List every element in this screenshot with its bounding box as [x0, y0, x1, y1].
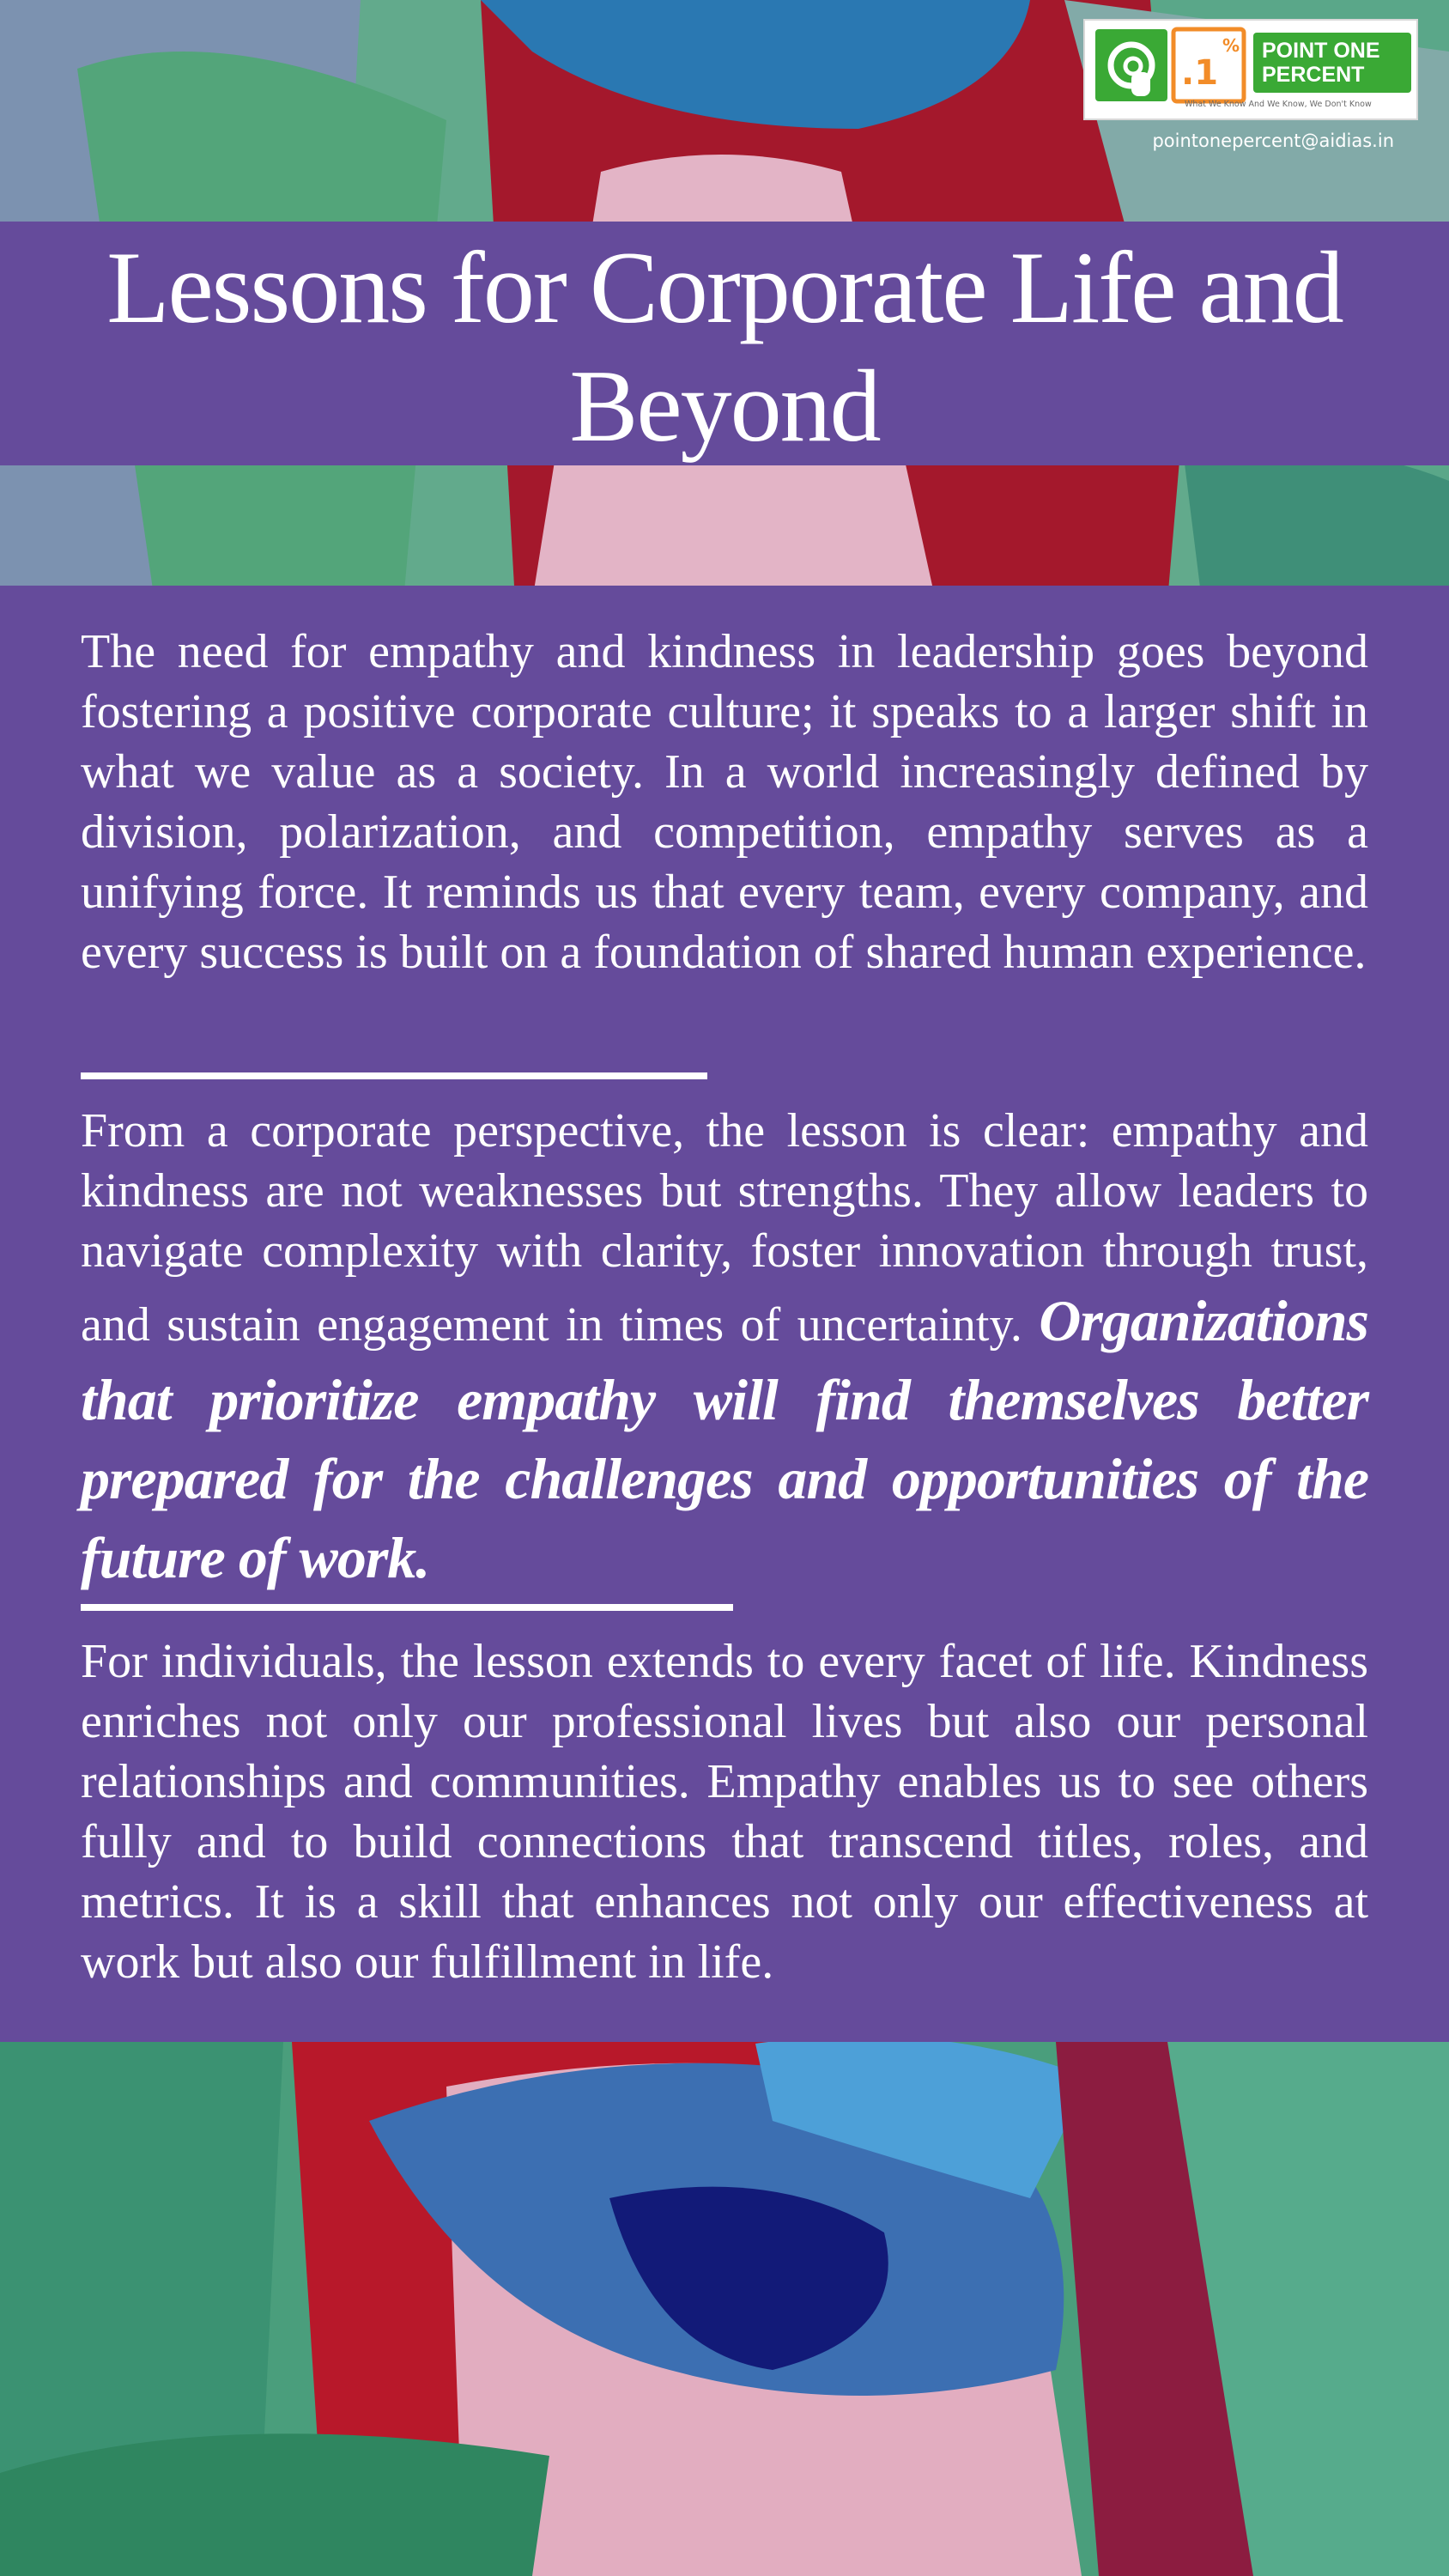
content-panel	[0, 586, 1449, 2042]
title-band	[0, 222, 1449, 465]
paragraph-corporate-text: From a corporate perspective, the lesson is clear: empathy and kindness are not weaknesses but strengths. They allow leaders to navigate complexity with clarity, foster innovation through trust, and sustain engagement in times of uncertainty.	[81, 1104, 1368, 1352]
section-divider	[81, 1072, 707, 1079]
point-one-mark: .1	[1181, 53, 1219, 93]
emphasis-statement: Organizations that prioritize empathy will find themselves better prepared for the challenges and opportunities of the future of work.	[81, 1288, 1368, 1590]
brand-logo	[1083, 19, 1418, 120]
logo-name-line1: POINT ONE	[1262, 39, 1380, 63]
paragraph-corporate-perspective	[81, 1101, 1368, 1597]
page-title: Lessons for Corporate Life and Beyond	[106, 230, 1343, 463]
section-divider	[81, 1604, 733, 1611]
paragraph-empathy-society: The need for empathy and kindness in leadership goes beyond fostering a positive corporate culture; it speaks to a larger shift in what we value as a society. In a world increasingly defined by division, polarization, and competition, empathy serves as a unifying force. It reminds us that every team, every company, and every success is built on a foundation of shared human experience.	[81, 625, 1368, 979]
percent-mark: %	[1222, 35, 1240, 56]
paragraph-individuals: For individuals, the lesson extends to every facet of life. Kindness enriches not only our professional lives but also our personal relationships and communities. Empathy enables us to see others fully and to build connections that transcend titles, roles, and metrics. It is a skill that enhances not only our effectiveness at work but also our fulfillment in life.	[81, 1635, 1368, 1989]
contact-email[interactable]: pointonepercent@aidias.in	[1152, 131, 1394, 151]
logo-name-line2: PERCENT	[1262, 63, 1365, 87]
logo-tagline: What We Know And We Know, We Don't Know	[1185, 100, 1372, 109]
at-hand-icon	[1095, 29, 1167, 101]
